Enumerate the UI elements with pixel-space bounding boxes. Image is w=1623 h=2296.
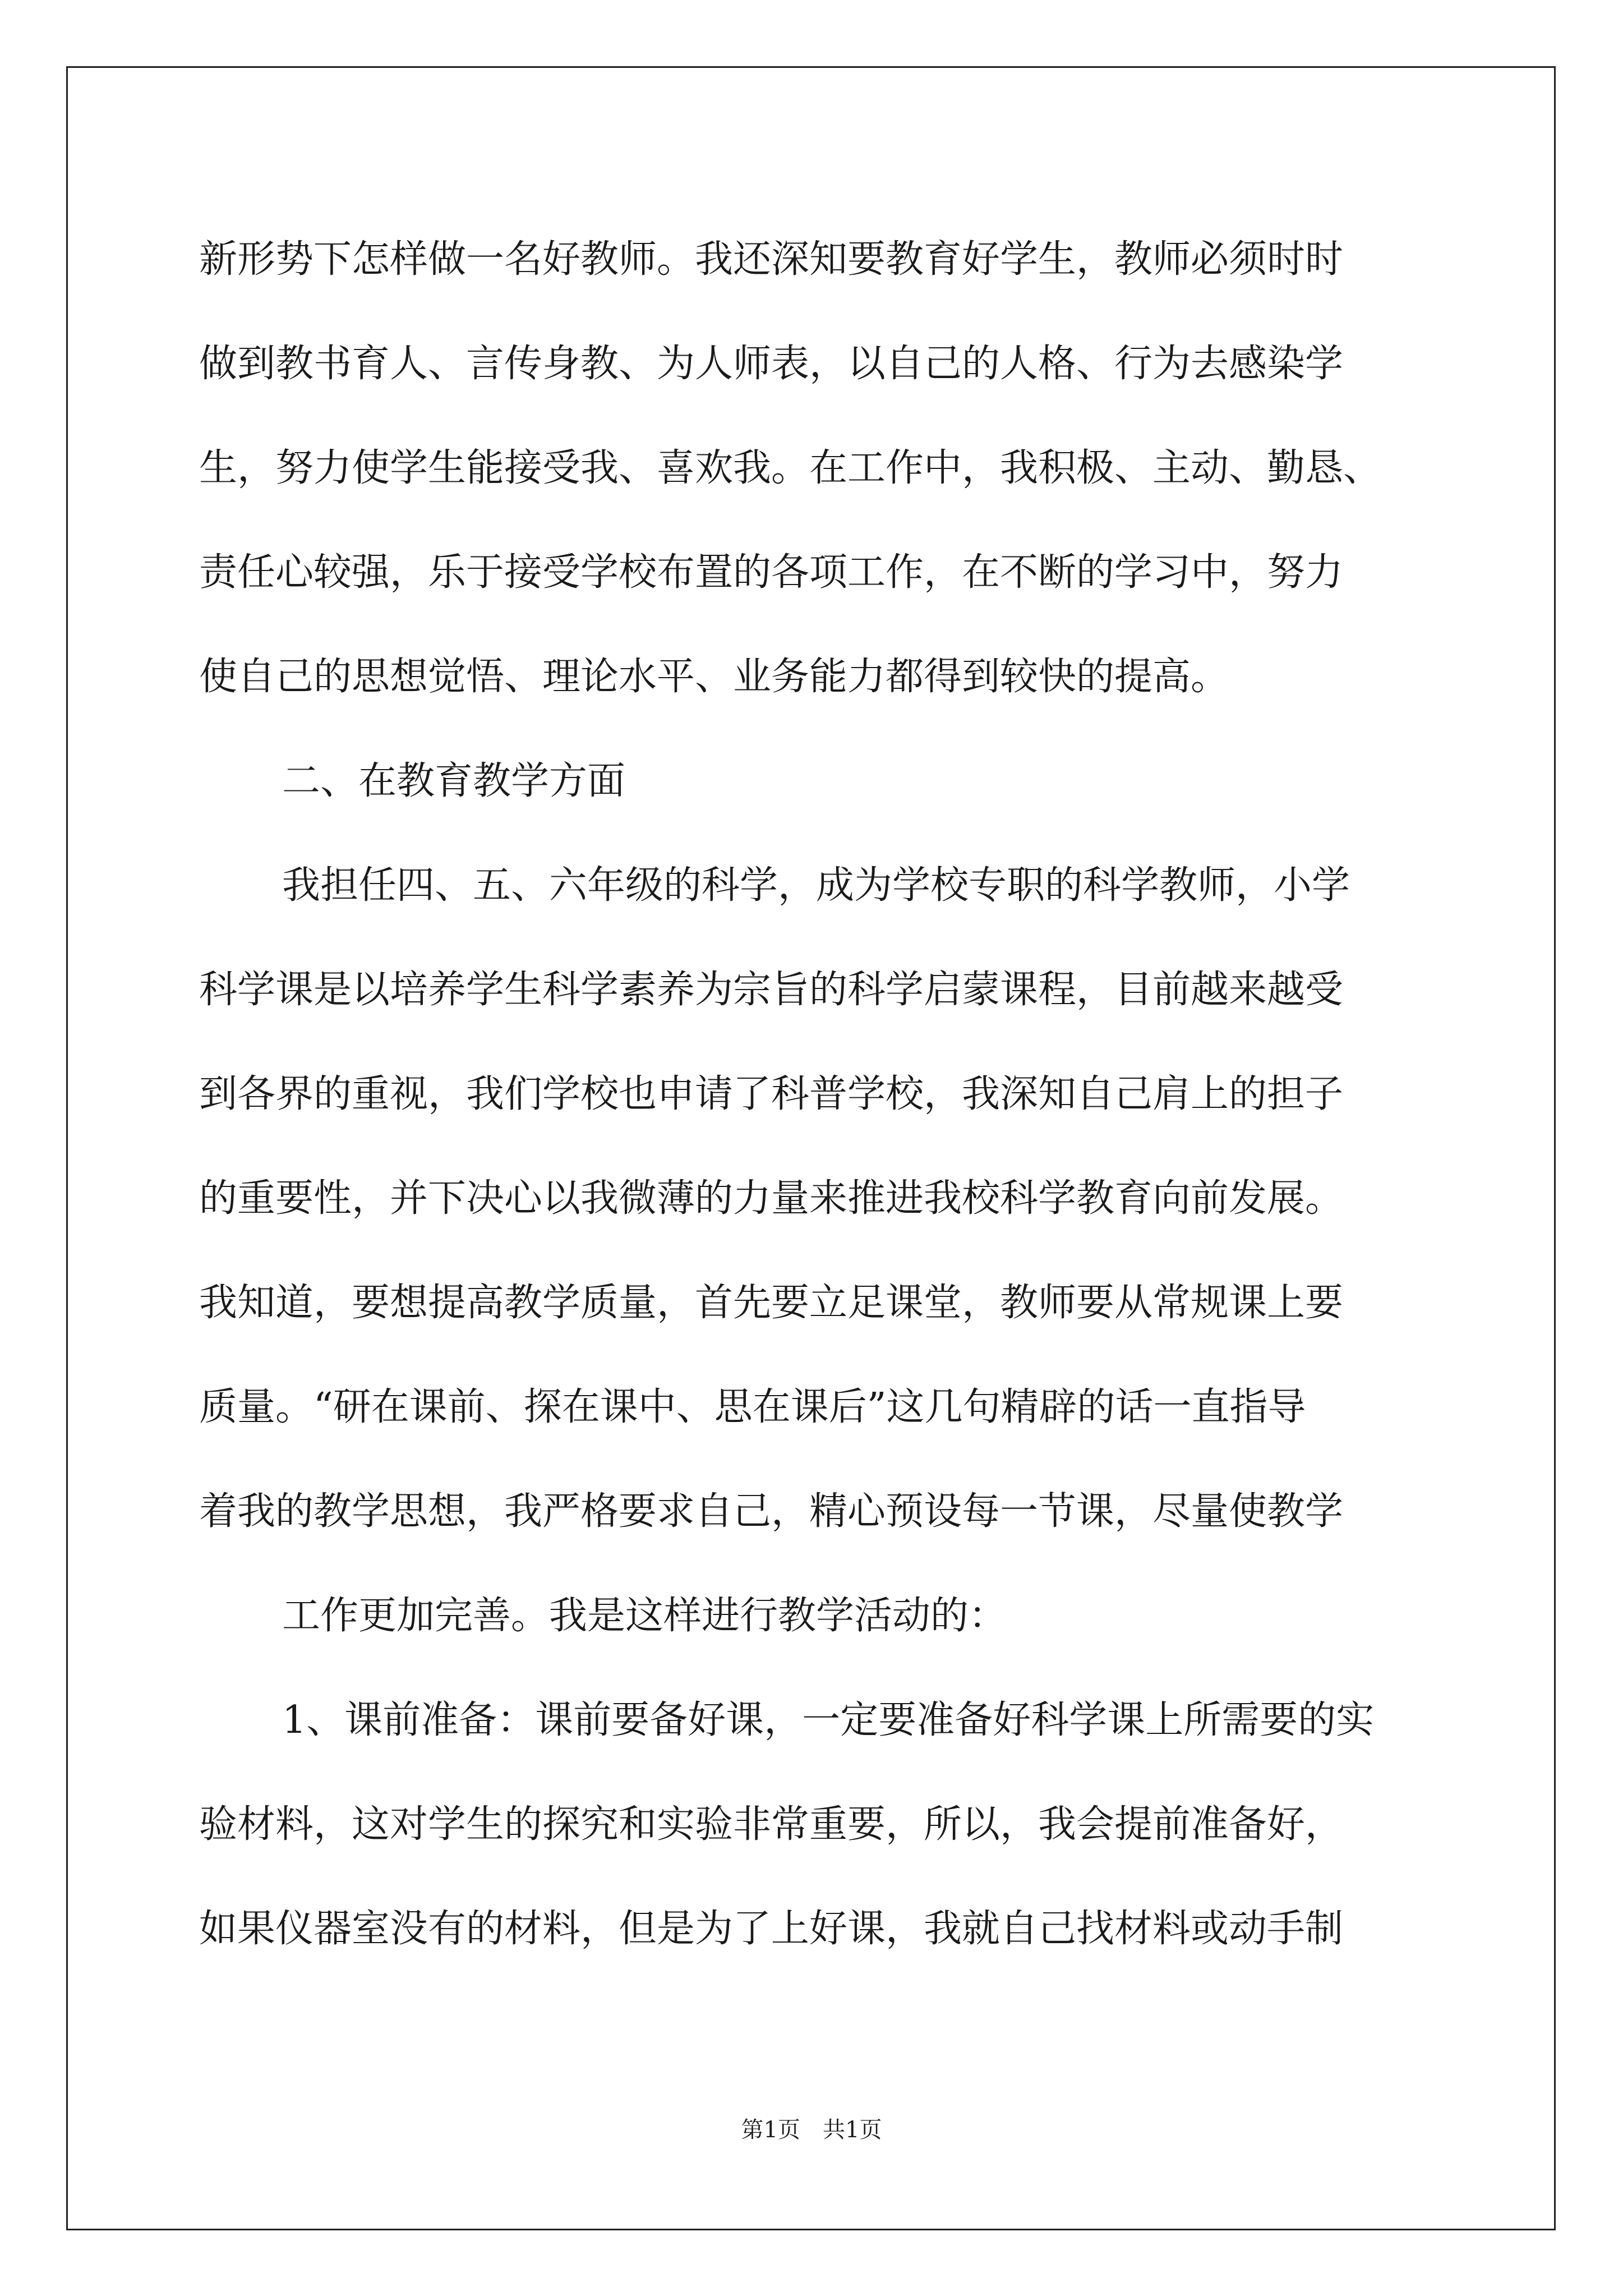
text-line-15: 1、课前准备：课前要备好课，一定要准备好科学课上所需要的实 (282, 1698, 1375, 1742)
text-line-16: 验材料，这对学生的探究和实验非常重要，所以，我会提前准备好， (199, 1802, 1344, 1847)
text-line-17: 如果仪器室没有的材料，但是为了上好课，我就自己找材料或动手制 (199, 1907, 1344, 1951)
page-footer (0, 2112, 1623, 2144)
text-line-10: 的重要性，并下决心以我微薄的力量来推进我校科学教育向前发展。 (199, 1176, 1344, 1221)
page-total: 共1页 (823, 2117, 882, 2143)
text-line-3: 生，努力使学生能接受我、喜欢我。在工作中，我积极、主动、勤恳、 (199, 446, 1382, 490)
text-line-4: 责任心较强，乐于接受学校布置的各项工作，在不断的学习中，努力 (199, 550, 1344, 595)
text-line-8: 科学课是以培养学生科学素养为宗旨的科学启蒙课程，目前越来越受 (199, 968, 1344, 1012)
text-line-1: 新形势下怎样做一名好教师。我还深知要教育好学生，教师必须时时 (199, 237, 1344, 282)
text-line-7: 我担任四、五、六年级的科学，成为学校专职的科学教师，小学 (282, 863, 1350, 908)
text-line-12: 质量。“研在课前、探在课中、思在课后”这几句精辟的话一直指导 (199, 1385, 1306, 1429)
document-body (199, 208, 1450, 1981)
text-line-11: 我知道，要想提高教学质量，首先要立足课堂，教师要从常规课上要 (199, 1281, 1344, 1325)
text-line-14: 工作更加完善。我是这样进行教学活动的： (282, 1594, 1007, 1638)
text-line-9: 到各界的重视，我们学校也申请了科普学校，我深知自己肩上的担子 (199, 1072, 1344, 1116)
text-line-13: 着我的教学思想，我严格要求自己，精心预设每一节课，尽量使教学 (199, 1489, 1344, 1534)
text-line-2: 做到教书育人、言传身教、为人师表，以自己的人格、行为去感染学 (199, 342, 1344, 386)
text-line-5: 使自己的思想觉悟、理论水平、业务能力都得到较快的提高。 (199, 655, 1229, 699)
section-heading: 二、在教育教学方面 (282, 759, 626, 803)
page-number: 第1页 (741, 2117, 800, 2143)
